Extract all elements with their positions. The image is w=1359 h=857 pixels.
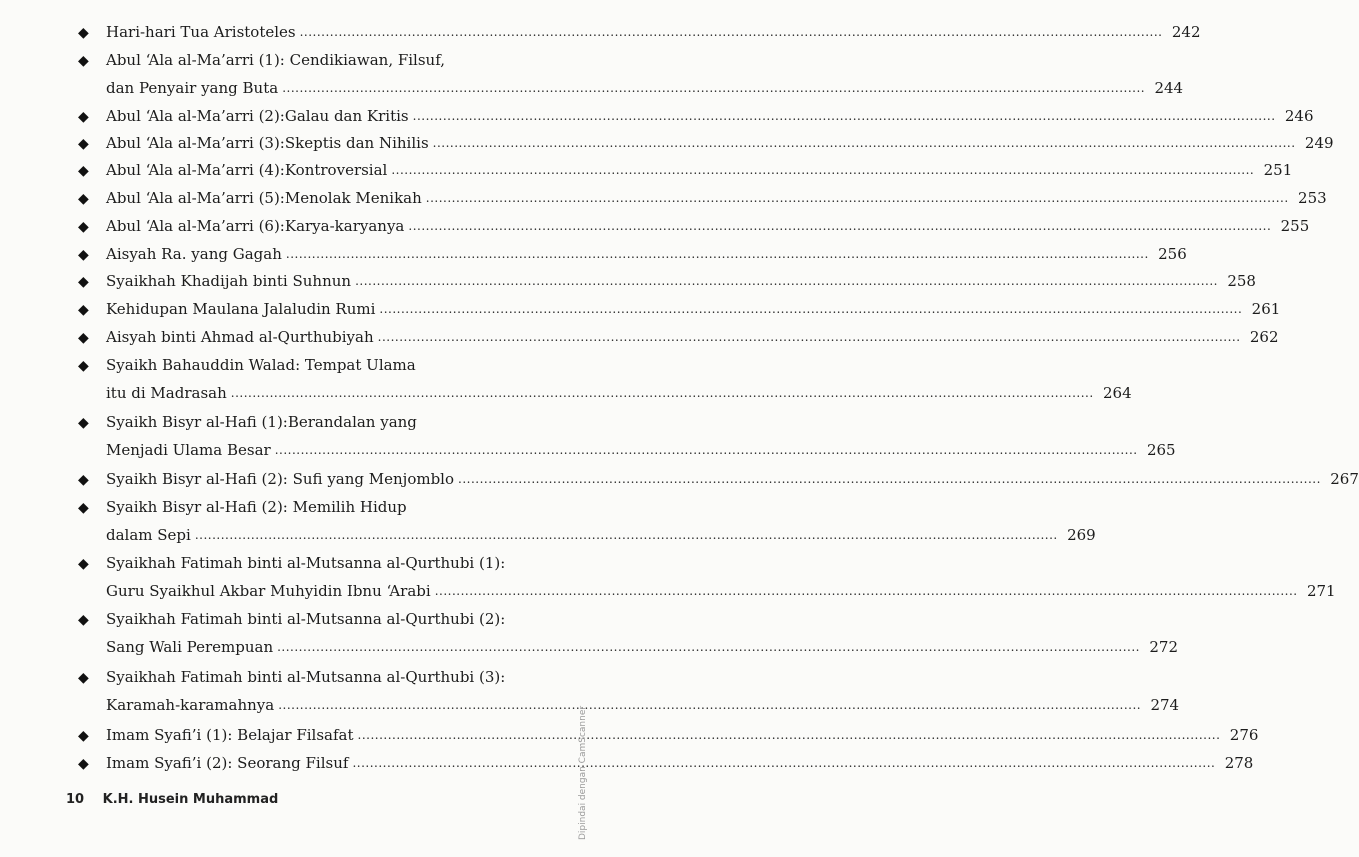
toc-page-number: 251	[1263, 161, 1293, 179]
toc-entry-title: dalam Sepi	[106, 526, 191, 544]
dot-leader: ........................................................................................................................................................................................................	[355, 274, 1218, 288]
toc-entry-line	[106, 609, 528, 629]
toc-entry-title: Syaikhah Fatimah binti al-Mutsanna al-Qurthubi (3):	[106, 668, 506, 686]
toc-page-number: 264	[1103, 384, 1132, 402]
dot-leader: ........................................................................................................................................................................................................	[432, 136, 1296, 150]
toc-entry-line	[106, 50, 528, 70]
toc-entry-line	[106, 553, 528, 573]
toc-page-number: 246	[1284, 107, 1314, 125]
toc-entry	[78, 160, 1293, 188]
toc-entry-line	[106, 695, 1180, 715]
toc-entry	[78, 244, 1187, 272]
toc-entry	[78, 106, 1314, 134]
toc-entry-line	[106, 299, 1281, 319]
toc-entry-title: Abul ‘Ala al-Ma’arri (1): Cendikiawan, Filsuf,	[106, 51, 446, 69]
toc-entry-line	[106, 725, 1259, 745]
toc-page-number: 274	[1150, 696, 1180, 714]
toc-entry-title: Sang Wali Perempuan	[106, 638, 274, 656]
toc-page-number: 262	[1249, 328, 1279, 346]
diamond-bullet-icon: ◆	[78, 302, 89, 318]
toc-page-number: 249	[1304, 134, 1334, 152]
toc-entry-title: Hari-hari Tua Aristoteles	[106, 23, 296, 41]
toc-entry-line	[106, 160, 1293, 180]
diamond-bullet-icon: ◆	[78, 219, 89, 235]
toc-page-number: 261	[1251, 300, 1281, 318]
dot-leader: ........................................................................................................................................................................................................	[434, 584, 1298, 598]
dot-leader: ........................................................................................................................................................................................................	[278, 698, 1142, 712]
dot-leader: ........................................................................................................................................................................................................	[230, 386, 1094, 400]
dot-leader: ........................................................................................................................................................................................................	[357, 728, 1221, 742]
toc-entry-line	[106, 667, 528, 687]
toc-entry-line	[106, 106, 1314, 126]
toc-entry	[78, 355, 1132, 411]
toc-entry-title: Abul ‘Ala al-Ma’arri (5):Menolak Menikah	[106, 189, 422, 207]
toc-entry	[78, 412, 1176, 468]
toc-entry-title: Guru Syaikhul Akbar Muhyidin Ibnu ‘Arabi	[106, 582, 431, 600]
page-footer	[66, 792, 278, 807]
dot-leader: ........................................................................................................................................................................................................	[391, 163, 1255, 177]
toc-page-number: 242	[1171, 23, 1201, 41]
dot-leader: ........................................................................................................................................................................................................	[412, 109, 1276, 123]
diamond-bullet-icon: ◆	[78, 274, 89, 290]
dot-leader: ........................................................................................................................................................................................................	[377, 330, 1241, 344]
toc-entry	[78, 553, 1336, 609]
toc-entry-title: itu di Madrasah	[106, 384, 227, 402]
toc-entry-title: Syaikh Bisyr al-Hafi (2): Memilih Hidup	[106, 498, 407, 516]
toc-entry-line	[106, 637, 1178, 657]
dot-leader: ........................................................................................................................................................................................................	[458, 472, 1321, 486]
toc-entry-title: Syaikh Bahauddin Walad: Tempat Ulama	[106, 356, 416, 374]
toc-entry	[78, 188, 1327, 216]
scanner-watermark: Dipindai dengan CamScanner	[578, 705, 588, 840]
toc-entry-title: Kehidupan Maulana Jalaludin Rumi	[106, 300, 376, 318]
dot-leader: ........................................................................................................................................................................................................	[379, 302, 1243, 316]
toc-entry-title: Syaikhah Fatimah binti al-Mutsanna al-Qurthubi (1):	[106, 554, 506, 572]
toc-entry-line	[106, 22, 1201, 42]
toc-page-number: 258	[1227, 272, 1256, 290]
toc-entry-line	[106, 525, 1096, 545]
toc-entry-title: Imam Syafi’i (2): Seorang Filsuf	[106, 754, 349, 772]
diamond-bullet-icon: ◆	[78, 500, 89, 516]
diamond-bullet-icon: ◆	[78, 53, 89, 69]
toc-entry	[78, 299, 1281, 327]
diamond-bullet-icon: ◆	[78, 756, 89, 772]
toc-page-number: 244	[1154, 79, 1184, 97]
toc-entry	[78, 469, 1359, 497]
toc-page-number: 267	[1330, 470, 1359, 488]
toc-entry-line	[106, 581, 1336, 601]
toc-page-number: 278	[1224, 754, 1254, 772]
toc-entry-line	[106, 133, 1334, 153]
dot-leader: ........................................................................................................................................................................................................	[408, 219, 1272, 233]
toc-entry-title: Syaikh Bisyr al-Hafi (2): Sufi yang Menjomblo	[106, 470, 455, 488]
toc-entry	[78, 609, 1178, 665]
diamond-bullet-icon: ◆	[78, 556, 89, 572]
dot-leader: ........................................................................................................................................................................................................	[299, 25, 1163, 39]
toc-page-number: 256	[1158, 245, 1187, 263]
toc-entry-line	[106, 271, 1256, 291]
toc-entry-line	[106, 469, 1359, 489]
toc-entry	[78, 753, 1254, 781]
toc-entry	[78, 133, 1334, 161]
toc-entry-line	[106, 383, 1132, 403]
dot-leader: ........................................................................................................................................................................................................	[352, 756, 1216, 770]
toc-page-number: 269	[1067, 526, 1096, 544]
toc-entry-title: Syaikhah Fatimah binti al-Mutsanna al-Qurthubi (2):	[106, 610, 506, 628]
toc-page-number: 265	[1146, 441, 1176, 459]
toc-entry-title: Aisyah binti Ahmad al-Qurthubiyah	[106, 328, 374, 346]
toc-entry-line	[106, 327, 1279, 347]
toc-entry	[78, 216, 1310, 244]
dot-leader: ........................................................................................................................................................................................................	[194, 528, 1058, 542]
toc-page-number: 253	[1298, 189, 1327, 207]
toc-entry-title: Abul ‘Ala al-Ma’arri (4):Kontroversial	[106, 161, 388, 179]
diamond-bullet-icon: ◆	[78, 247, 89, 263]
dot-leader: ........................................................................................................................................................................................................	[274, 443, 1138, 457]
toc-entry-title: Aisyah Ra. yang Gagah	[106, 245, 282, 263]
diamond-bullet-icon: ◆	[78, 330, 89, 346]
toc-entry	[78, 725, 1259, 753]
dot-leader: ........................................................................................................................................................................................................	[282, 81, 1146, 95]
toc-entry-title: Imam Syafi’i (1): Belajar Filsafat	[106, 726, 354, 744]
toc-entry	[78, 327, 1279, 355]
toc-entry-title: Menjadi Ulama Besar	[106, 441, 271, 459]
toc-entry	[78, 50, 1184, 106]
toc-entry-line	[106, 497, 528, 517]
toc-entry	[78, 497, 1096, 553]
footer-page-number: 10	[66, 792, 85, 807]
diamond-bullet-icon: ◆	[78, 163, 89, 179]
toc-entry-line	[106, 355, 528, 375]
diamond-bullet-icon: ◆	[78, 415, 89, 431]
toc-entry-line	[106, 78, 1184, 98]
toc-entry-line	[106, 188, 1327, 208]
toc-entry-title: Syaikhah Khadijah binti Suhnun	[106, 272, 352, 290]
footer-author: K.H. Husein Muhammad	[102, 792, 279, 807]
dot-leader: ........................................................................................................................................................................................................	[425, 191, 1289, 205]
toc-entry-line	[106, 244, 1187, 264]
toc-entry-line	[106, 753, 1254, 773]
diamond-bullet-icon: ◆	[78, 728, 89, 744]
diamond-bullet-icon: ◆	[78, 25, 89, 41]
toc-entry-title: dan Penyair yang Buta	[106, 79, 279, 97]
diamond-bullet-icon: ◆	[78, 191, 89, 207]
toc-page-number: 271	[1306, 582, 1336, 600]
dot-leader: ........................................................................................................................................................................................................	[285, 247, 1149, 261]
diamond-bullet-icon: ◆	[78, 472, 89, 488]
toc-entry	[78, 22, 1201, 50]
toc-entry-line	[106, 412, 528, 432]
diamond-bullet-icon: ◆	[78, 612, 89, 628]
toc-entry-line	[106, 440, 1176, 460]
toc-entry-line	[106, 216, 1310, 236]
toc-entry	[78, 667, 1180, 723]
diamond-bullet-icon: ◆	[78, 136, 89, 152]
toc-entry-title: Syaikh Bisyr al-Hafi (1):Berandalan yang	[106, 413, 417, 431]
toc-entry-title: Karamah-karamahnya	[106, 696, 275, 714]
diamond-bullet-icon: ◆	[78, 358, 89, 374]
toc-entry-title: Abul ‘Ala al-Ma’arri (6):Karya-karyanya	[106, 217, 405, 235]
toc-page-number: 272	[1149, 638, 1178, 656]
diamond-bullet-icon: ◆	[78, 670, 89, 686]
toc-page-number: 276	[1229, 726, 1259, 744]
toc-entry-title: Abul ‘Ala al-Ma’arri (3):Skeptis dan Nihilis	[106, 134, 429, 152]
toc-page-number: 255	[1280, 217, 1310, 235]
diamond-bullet-icon: ◆	[78, 109, 89, 125]
toc-entry-title: Abul ‘Ala al-Ma’arri (2):Galau dan Kritis	[106, 107, 409, 125]
toc-entry	[78, 271, 1256, 299]
dot-leader: ........................................................................................................................................................................................................	[277, 640, 1140, 654]
